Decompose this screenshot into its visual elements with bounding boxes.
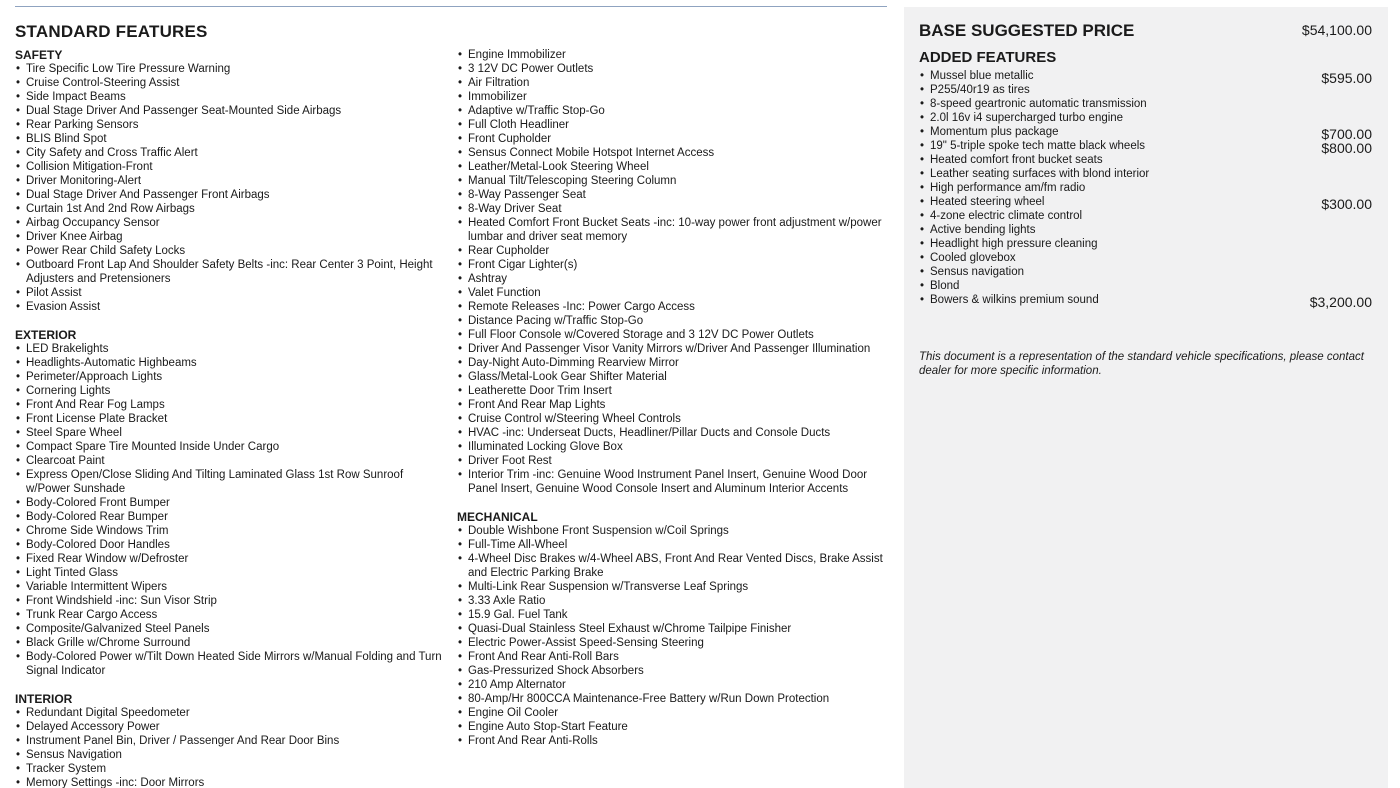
added-feature-row: [919, 139, 1372, 156]
feature-item: • Evasion Assist: [15, 300, 445, 314]
added-feature-row: [919, 237, 1372, 251]
feature-item: • Express Open/Close Sliding And Tilting Laminated Glass 1st Row Sunroof w/Power Sunshade: [15, 468, 445, 496]
added-feature-name: Sensus navigation: [930, 266, 1024, 278]
feature-item: • Headlights-Automatic Highbeams: [15, 356, 445, 370]
feature-item: • Steel Spare Wheel: [15, 426, 445, 440]
feature-item: • Outboard Front Lap And Shoulder Safety Belts -inc: Rear Center 3 Point, Height Adjusters and Pretensioners: [15, 258, 445, 286]
added-feature-price: $595.00: [1321, 70, 1372, 86]
feature-item: • Composite/Galvanized Steel Panels: [15, 622, 445, 636]
standard-features-panel: [15, 22, 895, 788]
added-feature-row: [919, 265, 1372, 279]
added-feature-name: Momentum plus package: [930, 126, 1059, 138]
feature-item: • Variable Intermittent Wipers: [15, 580, 445, 594]
added-feature-row: [919, 83, 1372, 97]
pricing-panel: [904, 7, 1388, 788]
added-feature-name: Active bending lights: [930, 224, 1036, 236]
exterior-heading: EXTERIOR: [15, 328, 77, 342]
feature-item: • Memory Settings -inc: Door Mirrors: [15, 776, 445, 788]
feature-item: • Sensus Navigation: [15, 748, 445, 762]
feature-item: • Rear Cupholder: [457, 244, 887, 258]
feature-item: • Air Filtration: [457, 76, 887, 90]
interior-list-continued: [457, 48, 887, 496]
feature-item: • Tracker System: [15, 762, 445, 776]
exterior-list: [15, 342, 445, 678]
feature-item: • Dual Stage Driver And Passenger Front Airbags: [15, 188, 445, 202]
feature-item: • Driver Monitoring-Alert: [15, 174, 445, 188]
added-feature-name: Cooled glovebox: [930, 252, 1016, 264]
interior-list: [15, 706, 445, 788]
feature-item: • Dual Stage Driver And Passenger Seat-Mounted Side Airbags: [15, 104, 445, 118]
feature-item: • Front And Rear Anti-Roll Bars: [457, 650, 887, 664]
safety-list: [15, 62, 445, 314]
added-feature-row: [919, 293, 1372, 310]
base-price-value: $54,100.00: [1301, 22, 1372, 38]
mechanical-list: [457, 524, 887, 748]
feature-item: • Quasi-Dual Stainless Steel Exhaust w/Chrome Tailpipe Finisher: [457, 622, 887, 636]
feature-item: • Adaptive w/Traffic Stop-Go: [457, 104, 887, 118]
feature-item: • Front Cupholder: [457, 132, 887, 146]
feature-item: • 3 12V DC Power Outlets: [457, 62, 887, 76]
added-feature-row: [919, 195, 1372, 212]
feature-item: • Rear Parking Sensors: [15, 118, 445, 132]
feature-item: • Front And Rear Fog Lamps: [15, 398, 445, 412]
feature-item: • Full Floor Console w/Covered Storage and 3 12V DC Power Outlets: [457, 328, 887, 342]
added-feature-row: [919, 111, 1372, 125]
feature-item: • 80-Amp/Hr 800CCA Maintenance-Free Battery w/Run Down Protection: [457, 692, 887, 706]
feature-item: • Remote Releases -Inc: Power Cargo Access: [457, 300, 887, 314]
feature-item: • 210 Amp Alternator: [457, 678, 887, 692]
feature-item: • 8-Way Passenger Seat: [457, 188, 887, 202]
added-feature-row: [919, 223, 1372, 237]
feature-item: • Engine Auto Stop-Start Feature: [457, 720, 887, 734]
feature-item: • Front Cigar Lighter(s): [457, 258, 887, 272]
base-price-label: BASE SUGGESTED PRICE: [919, 21, 1135, 40]
feature-item: • Black Grille w/Chrome Surround: [15, 636, 445, 650]
added-feature-row: [919, 97, 1372, 111]
added-feature-name: Mussel blue metallic: [930, 70, 1034, 82]
feature-item: • Compact Spare Tire Mounted Inside Under Cargo: [15, 440, 445, 454]
added-feature-row: [919, 279, 1372, 293]
feature-item: • Clearcoat Paint: [15, 454, 445, 468]
feature-item: • Leatherette Door Trim Insert: [457, 384, 887, 398]
feature-item: • Curtain 1st And 2nd Row Airbags: [15, 202, 445, 216]
feature-item: • Front And Rear Anti-Rolls: [457, 734, 887, 748]
added-feature-price: $800.00: [1321, 140, 1372, 156]
standard-features-title: STANDARD FEATURES: [15, 22, 208, 41]
feature-item: • Front License Plate Bracket: [15, 412, 445, 426]
mechanical-heading: MECHANICAL: [457, 510, 538, 524]
feature-item: • Instrument Panel Bin, Driver / Passenger And Rear Door Bins: [15, 734, 445, 748]
added-feature-price: $3,200.00: [1309, 294, 1372, 310]
feature-item: • Interior Trim -inc: Genuine Wood Instrument Panel Insert, Genuine Wood Door Panel Insert, Genuine Wood Console Insert and Aluminum Interior Accents: [457, 468, 887, 496]
added-feature-price: $700.00: [1321, 126, 1372, 142]
feature-item: • 8-Way Driver Seat: [457, 202, 887, 216]
feature-item: • Pilot Assist: [15, 286, 445, 300]
added-feature-name: 4-zone electric climate control: [930, 210, 1083, 222]
added-features-list: [919, 69, 1372, 310]
feature-item: • Airbag Occupancy Sensor: [15, 216, 445, 230]
feature-item: • Trunk Rear Cargo Access: [15, 608, 445, 622]
feature-item: • Body-Colored Front Bumper: [15, 496, 445, 510]
feature-item: • Ashtray: [457, 272, 887, 286]
feature-item: • Delayed Accessory Power: [15, 720, 445, 734]
added-feature-name: 8-speed geartronic automatic transmission: [930, 98, 1147, 110]
feature-item: • HVAC -inc: Underseat Ducts, Headliner/Pillar Ducts and Console Ducts: [457, 426, 887, 440]
interior-heading: INTERIOR: [15, 692, 73, 706]
feature-item: • Sensus Connect Mobile Hotspot Internet Access: [457, 146, 887, 160]
added-feature-name: Blond: [930, 280, 960, 292]
feature-item: • Cornering Lights: [15, 384, 445, 398]
added-feature-name: High performance am/fm radio: [930, 182, 1086, 194]
feature-item: • Day-Night Auto-Dimming Rearview Mirror: [457, 356, 887, 370]
features-column-right: [457, 48, 887, 748]
feature-item: • 4-Wheel Disc Brakes w/4-Wheel ABS, Front And Rear Vented Discs, Brake Assist and Electric Parking Brake: [457, 552, 887, 580]
added-feature-name: Leather seating surfaces with blond interior: [930, 168, 1150, 180]
feature-item: • Body-Colored Door Handles: [15, 538, 445, 552]
added-feature-name: Heated comfort front bucket seats: [930, 154, 1103, 166]
feature-item: • Manual Tilt/Telescoping Steering Column: [457, 174, 887, 188]
added-feature-row: [919, 125, 1372, 142]
feature-item: • Electric Power-Assist Speed-Sensing Steering: [457, 636, 887, 650]
feature-item: • Driver Foot Rest: [457, 454, 887, 468]
feature-item: • Leather/Metal-Look Steering Wheel: [457, 160, 887, 174]
added-feature-row: [919, 153, 1372, 167]
features-column-left: [15, 48, 445, 788]
feature-item: • Full-Time All-Wheel: [457, 538, 887, 552]
feature-item: • Tire Specific Low Tire Pressure Warning: [15, 62, 445, 76]
feature-item: • Multi-Link Rear Suspension w/Transverse Leaf Springs: [457, 580, 887, 594]
feature-item: • Body-Colored Power w/Tilt Down Heated Side Mirrors w/Manual Folding and Turn Signal Indicator: [15, 650, 445, 678]
added-feature-row: [919, 209, 1372, 223]
added-feature-row: [919, 69, 1372, 86]
feature-item: • Cruise Control-Steering Assist: [15, 76, 445, 90]
feature-item: • Glass/Metal-Look Gear Shifter Material: [457, 370, 887, 384]
added-feature-row: [919, 181, 1372, 195]
added-feature-row: [919, 167, 1372, 181]
added-feature-name: 2.0l 16v i4 supercharged turbo engine: [930, 112, 1124, 124]
safety-heading: SAFETY: [15, 48, 63, 62]
feature-item: • Chrome Side Windows Trim: [15, 524, 445, 538]
feature-item: • Engine Oil Cooler: [457, 706, 887, 720]
feature-item: • Driver Knee Airbag: [15, 230, 445, 244]
added-feature-price: $300.00: [1321, 196, 1372, 212]
feature-item: • Double Wishbone Front Suspension w/Coil Springs: [457, 524, 887, 538]
added-feature-name: Bowers & wilkins premium sound: [930, 294, 1099, 306]
feature-item: • Side Impact Beams: [15, 90, 445, 104]
feature-item: • Redundant Digital Speedometer: [15, 706, 445, 720]
added-feature-name: Heated steering wheel: [930, 196, 1045, 208]
feature-item: • Light Tinted Glass: [15, 566, 445, 580]
feature-item: • Body-Colored Rear Bumper: [15, 510, 445, 524]
added-feature-name: 19" 5-triple spoke tech matte black wheels: [930, 140, 1146, 152]
feature-item: • 15.9 Gal. Fuel Tank: [457, 608, 887, 622]
added-feature-name: P255/40r19 as tires: [930, 84, 1030, 96]
feature-item: • Collision Mitigation-Front: [15, 160, 445, 174]
feature-item: • Driver And Passenger Visor Vanity Mirrors w/Driver And Passenger Illumination: [457, 342, 887, 356]
added-feature-name: Headlight high pressure cleaning: [930, 238, 1098, 250]
feature-item: • City Safety and Cross Traffic Alert: [15, 146, 445, 160]
feature-item: • LED Brakelights: [15, 342, 445, 356]
header-divider: [15, 6, 887, 7]
feature-item: • Engine Immobilizer: [457, 48, 887, 62]
feature-item: • BLIS Blind Spot: [15, 132, 445, 146]
feature-item: • Gas-Pressurized Shock Absorbers: [457, 664, 887, 678]
feature-item: • Fixed Rear Window w/Defroster: [15, 552, 445, 566]
feature-item: • Valet Function: [457, 286, 887, 300]
added-feature-row: [919, 251, 1372, 265]
feature-item: • Immobilizer: [457, 90, 887, 104]
feature-item: • Front And Rear Map Lights: [457, 398, 887, 412]
feature-item: • Illuminated Locking Glove Box: [457, 440, 887, 454]
feature-item: • Full Cloth Headliner: [457, 118, 887, 132]
feature-item: • Distance Pacing w/Traffic Stop-Go: [457, 314, 887, 328]
feature-item: • Power Rear Child Safety Locks: [15, 244, 445, 258]
added-features-title: ADDED FEATURES: [919, 49, 1057, 66]
feature-item: • Perimeter/Approach Lights: [15, 370, 445, 384]
feature-item: • Cruise Control w/Steering Wheel Controls: [457, 412, 887, 426]
feature-item: • 3.33 Axle Ratio: [457, 594, 887, 608]
disclaimer-text: This document is a representation of the standard vehicle specifications, please contact dealer for more specific information.: [919, 351, 1364, 377]
feature-item: • Heated Comfort Front Bucket Seats -inc: 10-way power front adjustment w/power lumbar and driver seat memory: [457, 216, 887, 244]
feature-item: • Front Windshield -inc: Sun Visor Strip: [15, 594, 445, 608]
